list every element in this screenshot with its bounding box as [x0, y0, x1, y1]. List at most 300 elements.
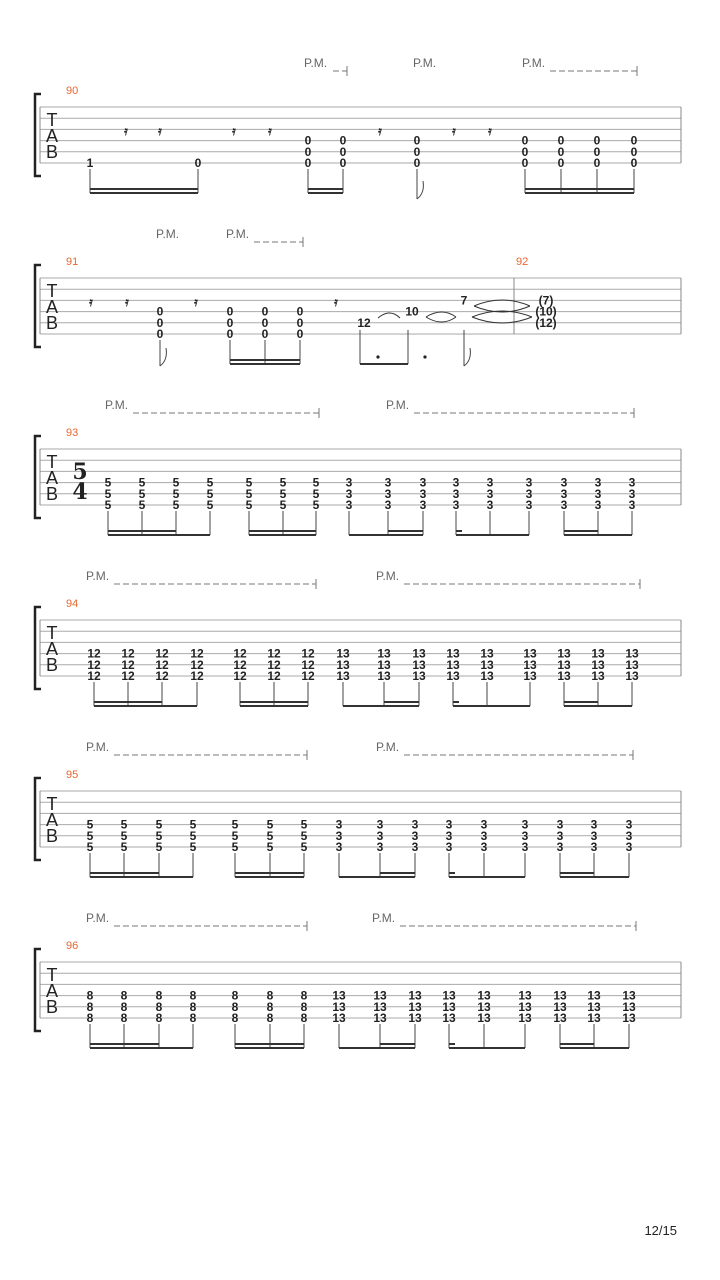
fret-number: 3	[480, 817, 488, 832]
fret-number: 3	[590, 817, 598, 832]
fret-number: 0	[226, 327, 234, 341]
fret-number: 0	[521, 156, 529, 170]
fret-number: 13	[557, 669, 571, 683]
fret-number: 12	[155, 669, 169, 683]
fret-number: 5	[300, 840, 308, 854]
fret-number: 3	[628, 475, 636, 490]
tab-letter: B	[45, 997, 59, 1017]
fret-number: 5	[312, 486, 320, 501]
fret-number: 3	[384, 475, 392, 490]
tab-letter: B	[45, 142, 59, 162]
fret-number: 0	[521, 144, 529, 159]
time-signature-bottom: 4	[72, 479, 88, 505]
fret-number: 13	[442, 988, 456, 1003]
fret-number: 3	[335, 828, 343, 843]
fret-number: 3	[335, 817, 343, 832]
fret-number: 13	[591, 669, 605, 683]
fret-number: 3	[445, 817, 453, 832]
sixteenth-rest: 𝄿	[488, 124, 492, 138]
fret-number: 13	[408, 999, 422, 1014]
fret-number: 13	[412, 657, 426, 672]
fret-number: 0	[413, 144, 421, 159]
fret-number: 5	[245, 498, 253, 512]
fret-number: 5	[155, 817, 163, 832]
tied-fret-number: (12)	[535, 315, 557, 330]
fret-number: 5	[138, 475, 146, 490]
fret-number: 5	[189, 828, 197, 843]
fret-number: 5	[231, 840, 239, 854]
fret-number: 12	[190, 646, 204, 661]
fret-number: 0	[557, 144, 565, 159]
fret-number: 3	[411, 817, 419, 832]
fret-number: 3	[376, 817, 384, 832]
fret-number: 12	[121, 669, 135, 683]
tab-letter: T	[46, 794, 58, 814]
fret-number: 0	[339, 144, 347, 159]
fret-number: 3	[560, 486, 568, 501]
tab-letter: A	[45, 468, 59, 488]
fret-number: 13	[523, 657, 537, 672]
tab-system	[35, 911, 681, 1048]
fret-number: 12	[121, 657, 135, 672]
measure-number: 91	[66, 256, 79, 268]
tab-letter: T	[46, 623, 58, 643]
palm-mute-label: P.M.	[156, 227, 180, 241]
fret-number: 12	[301, 669, 315, 683]
fret-number: 0	[194, 156, 202, 170]
fret-number: 13	[332, 1011, 346, 1025]
tab-system	[35, 740, 681, 877]
fret-number: 12	[233, 657, 247, 672]
tab-letter: A	[45, 639, 59, 659]
dot	[376, 355, 379, 358]
palm-mute-label: P.M.	[522, 56, 546, 70]
fret-number: 3	[452, 498, 460, 512]
fret-number: 8	[266, 988, 274, 1003]
fret-number: 13	[408, 1011, 422, 1025]
fret-number: 13	[622, 988, 636, 1003]
fret-number: 8	[155, 999, 163, 1014]
sixteenth-rest: 𝄿	[125, 295, 129, 309]
fret-number: 5	[86, 828, 94, 843]
tab-letter: T	[46, 965, 58, 985]
fret-number: 5	[104, 486, 112, 501]
fret-number: 13	[332, 988, 346, 1003]
note-flag	[417, 181, 423, 199]
tab-system	[35, 56, 681, 199]
fret-number: 3	[628, 486, 636, 501]
fret-number: 13	[446, 669, 460, 683]
fret-number: 12	[301, 657, 315, 672]
fret-number: 5	[86, 817, 94, 832]
tab-system	[35, 569, 681, 706]
fret-number: 5	[300, 828, 308, 843]
palm-mute-label: P.M.	[226, 227, 250, 241]
fret-number: 3	[486, 475, 494, 490]
measure-number: 92	[516, 256, 529, 268]
fret-number: 0	[339, 133, 347, 148]
tied-fret-number: (7)	[538, 293, 554, 308]
fret-number: 5	[279, 486, 287, 501]
fret-number: 13	[625, 657, 639, 672]
fret-number: 13	[373, 999, 387, 1014]
fret-number: 8	[300, 999, 308, 1014]
fret-number: 3	[335, 840, 343, 854]
fret-number: 0	[557, 133, 565, 148]
fret-number: 3	[376, 828, 384, 843]
fret-number: 13	[591, 646, 605, 661]
tie	[474, 300, 530, 312]
fret-number: 5	[155, 840, 163, 854]
fret-number: 0	[296, 315, 304, 330]
fret-number: 13	[518, 1011, 532, 1025]
fret-number: 8	[300, 988, 308, 1003]
fret-number: 0	[156, 304, 164, 319]
fret-number: 8	[86, 988, 94, 1003]
fret-number: 3	[594, 486, 602, 501]
fret-number: 5	[120, 828, 128, 843]
fret-number: 3	[521, 817, 529, 832]
fret-number: 13	[442, 1011, 456, 1025]
tab-letter: T	[46, 281, 58, 301]
fret-number: 3	[525, 475, 533, 490]
fret-number: 13	[518, 988, 532, 1003]
fret-number: 12	[267, 669, 281, 683]
tied-fret-number: (10)	[535, 304, 557, 319]
fret-number: 13	[477, 999, 491, 1014]
fret-number: 13	[377, 669, 391, 683]
fret-number: 13	[587, 999, 601, 1014]
fret-number: 5	[206, 475, 214, 490]
fret-number: 0	[304, 156, 312, 170]
fret-number: 5	[206, 486, 214, 501]
fret-number: 3	[480, 828, 488, 843]
fret-number: 0	[630, 144, 638, 159]
tab-system	[35, 398, 681, 535]
fret-number: 3	[384, 498, 392, 512]
fret-number: 13	[446, 657, 460, 672]
sixteenth-rest: 𝄿	[194, 295, 198, 309]
tab-letter: B	[45, 655, 59, 675]
fret-number: 1	[86, 156, 94, 170]
page-number: 12/15	[644, 1223, 677, 1238]
fret-number: 3	[376, 840, 384, 854]
tie	[426, 312, 456, 322]
dot	[423, 355, 426, 358]
fret-number: 13	[480, 669, 494, 683]
fret-number: 5	[312, 498, 320, 512]
fret-number: 0	[296, 304, 304, 319]
fret-number: 13	[622, 999, 636, 1014]
palm-mute-label: P.M.	[304, 56, 328, 70]
fret-number: 5	[266, 817, 274, 832]
fret-number: 13	[587, 1011, 601, 1025]
fret-number: 13	[377, 646, 391, 661]
fret-number: 8	[86, 999, 94, 1014]
fret-number: 8	[189, 999, 197, 1014]
fret-number: 0	[261, 315, 269, 330]
fret-number: 8	[231, 1011, 239, 1025]
fret-number: 5	[231, 817, 239, 832]
fret-number: 3	[411, 828, 419, 843]
fret-number: 12	[267, 646, 281, 661]
note-flag	[160, 348, 166, 366]
fret-number: 3	[525, 498, 533, 512]
fret-number: 12	[267, 657, 281, 672]
fret-number: 8	[86, 1011, 94, 1025]
fret-number: 5	[245, 475, 253, 490]
fret-number: 3	[525, 486, 533, 501]
fret-number: 5	[245, 486, 253, 501]
fret-number: 0	[630, 156, 638, 170]
fret-number: 5	[104, 498, 112, 512]
slur	[378, 313, 400, 318]
fret-number: 5	[189, 817, 197, 832]
fret-number: 3	[625, 817, 633, 832]
fret-number: 12	[87, 646, 101, 661]
fret-number: 13	[518, 999, 532, 1014]
fret-number: 3	[594, 475, 602, 490]
fret-number: 3	[419, 486, 427, 501]
fret-number: 5	[172, 475, 180, 490]
palm-mute-label: P.M.	[105, 398, 129, 412]
fret-number: 8	[155, 988, 163, 1003]
fret-number: 13	[480, 646, 494, 661]
fret-number: 3	[452, 486, 460, 501]
fret-number: 3	[345, 498, 353, 512]
fret-number: 0	[413, 133, 421, 148]
fret-number: 13	[446, 646, 460, 661]
fret-number: 13	[412, 669, 426, 683]
fret-number: 8	[231, 999, 239, 1014]
fret-number: 5	[172, 498, 180, 512]
sixteenth-rest: 𝄿	[89, 295, 93, 309]
fret-number: 0	[557, 156, 565, 170]
palm-mute-label: P.M.	[86, 740, 110, 754]
tab-letter: A	[45, 981, 59, 1001]
fret-number: 5	[189, 840, 197, 854]
fret-number: 5	[312, 475, 320, 490]
fret-number: 13	[553, 1011, 567, 1025]
fret-number: 13	[442, 999, 456, 1014]
fret-number: 3	[411, 840, 419, 854]
fret-number: 3	[560, 475, 568, 490]
fret-number: 13	[553, 988, 567, 1003]
fret-number: 3	[628, 498, 636, 512]
fret-number: 13	[412, 646, 426, 661]
fret-number: 3	[521, 840, 529, 854]
fret-number: 5	[231, 828, 239, 843]
fret-number: 0	[226, 304, 234, 319]
fret-number: 0	[261, 304, 269, 319]
fret-number: 12	[233, 669, 247, 683]
palm-mute-label: P.M.	[386, 398, 410, 412]
fret-number: 13	[553, 999, 567, 1014]
fret-number: 13	[373, 1011, 387, 1025]
fret-number: 8	[120, 988, 128, 1003]
fret-number: 13	[373, 988, 387, 1003]
fret-number: 3	[452, 475, 460, 490]
fret-number: 8	[120, 1011, 128, 1025]
fret-number: 3	[594, 498, 602, 512]
palm-mute-label: P.M.	[86, 911, 110, 925]
fret-number: 13	[336, 669, 350, 683]
palm-mute-label: P.M.	[376, 740, 400, 754]
measure-number: 94	[66, 598, 79, 610]
fret-number: 3	[556, 817, 564, 832]
fret-number: 3	[445, 828, 453, 843]
fret-number: 5	[266, 840, 274, 854]
fret-number: 0	[593, 133, 601, 148]
tab-letter: T	[46, 452, 58, 472]
fret-number: 0	[593, 144, 601, 159]
palm-mute-label: P.M.	[86, 569, 110, 583]
sixteenth-rest: 𝄿	[124, 124, 128, 138]
fret-number: 13	[377, 657, 391, 672]
note-flag	[464, 348, 470, 366]
fret-number: 5	[266, 828, 274, 843]
fret-number: 0	[413, 156, 421, 170]
measure-number: 95	[66, 769, 79, 781]
fret-number: 3	[486, 486, 494, 501]
fret-number: 13	[557, 646, 571, 661]
fret-number: 0	[630, 133, 638, 148]
fret-number: 3	[480, 840, 488, 854]
fret-number: 3	[590, 828, 598, 843]
fret-number: 13	[477, 1011, 491, 1025]
fret-number: 12	[155, 646, 169, 661]
fret-number: 0	[593, 156, 601, 170]
fret-number: 3	[625, 828, 633, 843]
fret-number: 13	[408, 988, 422, 1003]
fret-number: 3	[556, 840, 564, 854]
fret-number: 8	[266, 999, 274, 1014]
time-signature-top: 5	[72, 459, 88, 485]
fret-number: 13	[523, 646, 537, 661]
fret-number: 8	[189, 1011, 197, 1025]
fret-number: 3	[590, 840, 598, 854]
fret-number: 13	[523, 669, 537, 683]
sixteenth-rest: 𝄿	[232, 124, 236, 138]
tab-letter: A	[45, 810, 59, 830]
fret-number: 5	[138, 486, 146, 501]
fret-number: 3	[419, 498, 427, 512]
measure-number: 90	[66, 85, 79, 97]
fret-number: 3	[521, 828, 529, 843]
fret-number: 0	[521, 133, 529, 148]
fret-number: 12	[121, 646, 135, 661]
fret-number: 7	[460, 293, 468, 308]
tab-letter: T	[46, 110, 58, 130]
fret-number: 12	[87, 669, 101, 683]
fret-number: 0	[261, 327, 269, 341]
fret-number: 3	[345, 475, 353, 490]
fret-number: 12	[233, 646, 247, 661]
fret-number: 5	[172, 486, 180, 501]
fret-number: 3	[445, 840, 453, 854]
fret-number: 13	[336, 657, 350, 672]
fret-number: 5	[279, 498, 287, 512]
palm-mute-label: P.M.	[376, 569, 400, 583]
fret-number: 5	[120, 840, 128, 854]
fret-number: 3	[625, 840, 633, 854]
palm-mute-label: P.M.	[372, 911, 396, 925]
fret-number: 5	[138, 498, 146, 512]
fret-number: 5	[120, 817, 128, 832]
measure-number: 93	[66, 427, 79, 439]
fret-number: 8	[155, 1011, 163, 1025]
palm-mute-label: P.M.	[413, 56, 437, 70]
fret-number: 0	[156, 315, 164, 330]
fret-number: 8	[231, 988, 239, 1003]
fret-number: 13	[587, 988, 601, 1003]
tab-letter: B	[45, 826, 59, 846]
fret-number: 5	[300, 817, 308, 832]
fret-number: 5	[104, 475, 112, 490]
measure-number: 96	[66, 940, 79, 952]
fret-number: 0	[339, 156, 347, 170]
fret-number: 3	[486, 498, 494, 512]
fret-number: 13	[557, 657, 571, 672]
fret-number: 12	[87, 657, 101, 672]
fret-number: 3	[384, 486, 392, 501]
fret-number: 5	[155, 828, 163, 843]
fret-number: 13	[625, 669, 639, 683]
fret-number: 5	[206, 498, 214, 512]
fret-number: 13	[336, 646, 350, 661]
tab-letter: B	[45, 484, 59, 504]
tab-system	[35, 227, 681, 366]
fret-number: 10	[405, 304, 419, 319]
sixteenth-rest: 𝄿	[452, 124, 456, 138]
fret-number: 12	[301, 646, 315, 661]
fret-number: 0	[304, 133, 312, 148]
fret-number: 13	[332, 999, 346, 1014]
fret-number: 8	[120, 999, 128, 1014]
fret-number: 12	[190, 657, 204, 672]
fret-number: 13	[625, 646, 639, 661]
fret-number: 12	[190, 669, 204, 683]
fret-number: 12	[155, 657, 169, 672]
tie	[472, 311, 532, 323]
fret-number: 0	[296, 327, 304, 341]
fret-number: 3	[556, 828, 564, 843]
fret-number: 5	[86, 840, 94, 854]
fret-number: 8	[266, 1011, 274, 1025]
fret-number: 13	[591, 657, 605, 672]
fret-number: 0	[226, 315, 234, 330]
tab-letter: A	[45, 126, 59, 146]
sixteenth-rest: 𝄿	[158, 124, 162, 138]
fret-number: 3	[345, 486, 353, 501]
fret-number: 3	[560, 498, 568, 512]
fret-number: 0	[156, 327, 164, 341]
fret-number: 13	[622, 1011, 636, 1025]
sixteenth-rest: 𝄿	[268, 124, 272, 138]
fret-number: 5	[279, 475, 287, 490]
fret-number: 13	[480, 657, 494, 672]
tab-letter: A	[45, 297, 59, 317]
fret-number: 3	[419, 475, 427, 490]
fret-number: 8	[189, 988, 197, 1003]
fret-number: 8	[300, 1011, 308, 1025]
sixteenth-rest: 𝄿	[334, 295, 338, 309]
fret-number: 12	[357, 315, 371, 330]
sixteenth-rest: 𝄿	[378, 124, 382, 138]
tab-letter: B	[45, 313, 59, 333]
fret-number: 13	[477, 988, 491, 1003]
fret-number: 0	[304, 144, 312, 159]
